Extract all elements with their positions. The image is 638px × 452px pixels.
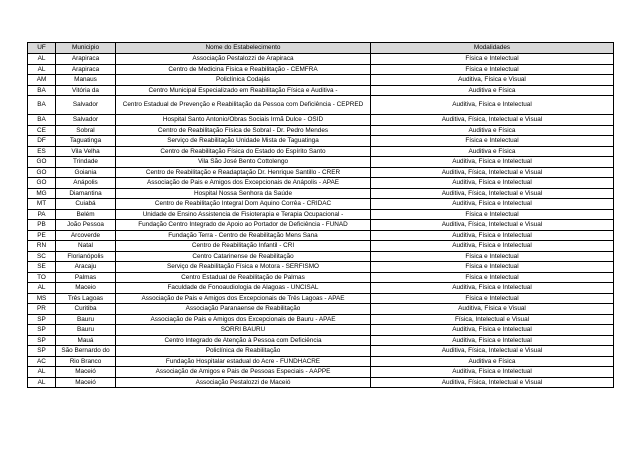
table-row [28, 346, 614, 357]
estabelecimento-cell: Serviço de Reabilitação Física e Motora - SERFISMO [116, 262, 371, 273]
estabelecimento-cell: Centro de Reabilitação Integral Dom Aquino Corrêa - CRIDAC [116, 199, 371, 210]
municipio-cell: Salvador [56, 96, 116, 115]
modalidades-cell: Física e Intelectual [371, 272, 614, 283]
modalidades-cell: Auditiva, Física, Intelectual e Visual [371, 115, 614, 126]
estabelecimento-cell: Fundação Centro Integrado de Apoio ao Portador de Deficiência - FUNAD [116, 220, 371, 231]
table-row [28, 377, 614, 388]
uf-cell: BA [28, 115, 56, 126]
municipio-cell: Três Lagoas [56, 293, 116, 304]
table-row [28, 146, 614, 157]
modalidades-cell: Auditiva e Física [371, 356, 614, 367]
estabelecimento-cell: Centro de Reabilitação e Readaptação Dr. Henrique Santillo - CRER [116, 167, 371, 178]
uf-cell: MS [28, 293, 56, 304]
uf-cell: GO [28, 167, 56, 178]
estabelecimento-cell: Associação de Amigos e Pais de Pessoas Especiais - AAPPE [116, 367, 371, 378]
estabelecimento-cell: Associação Pestalozzi de Arapiraca [116, 54, 371, 65]
modalidades-cell: Auditiva e Física [371, 85, 614, 96]
uf-cell: AL [28, 54, 56, 65]
municipio-cell: Maceió [56, 377, 116, 388]
uf-cell: BA [28, 85, 56, 96]
municipio-cell: Mauá [56, 335, 116, 346]
uf-cell: AL [28, 283, 56, 294]
municipio-cell: Natal [56, 241, 116, 252]
estabelecimento-cell: Centro Municipal Especializado em Reabilitação Física e Auditiva - [116, 85, 371, 96]
uf-cell: SE [28, 262, 56, 273]
table-row [28, 157, 614, 168]
table-row [28, 96, 614, 115]
municipio-cell: Florianópolis [56, 251, 116, 262]
municipio-cell: Arapiraca [56, 64, 116, 75]
table-row [28, 54, 614, 65]
uf-cell: PA [28, 209, 56, 220]
municipio-cell: Salvador [56, 115, 116, 126]
uf-cell: MT [28, 199, 56, 210]
header-row [28, 43, 614, 54]
modalidades-cell: Auditiva, Física e Intelectual [371, 230, 614, 241]
spreadsheet-table [27, 42, 613, 388]
table-row [28, 136, 614, 147]
modalidades-cell: Auditiva, Física e Intelectual [371, 325, 614, 336]
modalidades-cell: Auditiva, Física e Intelectual [371, 157, 614, 168]
modalidades-cell: Auditiva e Física [371, 146, 614, 157]
table-row [28, 209, 614, 220]
modalidades-cell: Auditiva, Física e Intelectual [371, 241, 614, 252]
uf-cell: SP [28, 314, 56, 325]
table-row [28, 85, 614, 96]
municipio-cell: Arcoverde [56, 230, 116, 241]
header-uf: UF [28, 43, 56, 54]
modalidades-cell: Auditiva e Física [371, 125, 614, 136]
table-row [28, 283, 614, 294]
estabelecimento-cell: Associação Pestalozzi de Maceió [116, 377, 371, 388]
table-row [28, 230, 614, 241]
uf-cell: MG [28, 188, 56, 199]
header-municipio: Municipio [56, 43, 116, 54]
table-row [28, 178, 614, 189]
modalidades-cell: Física e Intelectual [371, 262, 614, 273]
uf-cell: RN [28, 241, 56, 252]
estabelecimento-cell: Associação de Pais e Amigos dos Excepcionais de Bauru - APAE [116, 314, 371, 325]
municipio-cell: Bauru [56, 325, 116, 336]
uf-cell: SP [28, 346, 56, 357]
modalidades-cell: Física e Intelectual [371, 251, 614, 262]
uf-cell: SP [28, 325, 56, 336]
municipio-cell: João Pessoa [56, 220, 116, 231]
uf-cell: PB [28, 220, 56, 231]
municipio-cell: Vila Velha [56, 146, 116, 157]
modalidades-cell: Auditiva, Física, Intelectual e Visual [371, 377, 614, 388]
modalidades-cell: Física e Intelectual [371, 209, 614, 220]
modalidades-cell: Física e Intelectual [371, 64, 614, 75]
municipio-cell: Bauru [56, 314, 116, 325]
municipio-cell: Cuiabá [56, 199, 116, 210]
modalidades-cell: Auditiva, Física e Visual [371, 304, 614, 315]
estabelecimento-cell: Associação de Pais e Amigos dos Excepcionais de Três Lagoas - APAE [116, 293, 371, 304]
table-row [28, 251, 614, 262]
modalidades-cell: Auditiva, Física e Intelectual [371, 367, 614, 378]
modalidades-cell: Auditiva, Física e Intelectual [371, 283, 614, 294]
estabelecimento-cell: Centro de Reabilitação Física de Sobral - Dr. Pedro Mendes [116, 125, 371, 136]
modalidades-cell: Auditiva, Física, Intelectual e Visual [371, 220, 614, 231]
municipio-cell: Maceió [56, 367, 116, 378]
table-row [28, 188, 614, 199]
table-row [28, 241, 614, 252]
table-row [28, 115, 614, 126]
uf-cell: AM [28, 75, 56, 86]
estabelecimento-cell: Centro de Reabilitação Infantil - CRI [116, 241, 371, 252]
uf-cell: SP [28, 335, 56, 346]
modalidades-cell: Auditiva, Física, Intelectual e Visual [371, 188, 614, 199]
municipio-cell: Vitória da [56, 85, 116, 96]
municipio-cell: Goiania [56, 167, 116, 178]
estabelecimento-cell: Associação Paranaense de Reabilitação [116, 304, 371, 315]
modalidades-cell: Física e Intelectual [371, 136, 614, 147]
estabelecimento-cell: Fundação Terra - Centro de Reabilitação Mens Sana [116, 230, 371, 241]
estabelecimento-cell: Serviço de Reabilitação Unidade Mista de Taguatinga [116, 136, 371, 147]
table-row [28, 75, 614, 86]
table-row [28, 304, 614, 315]
municipio-cell: Sobral [56, 125, 116, 136]
estabelecimento-cell: Centro Catarinense de Reabilitação [116, 251, 371, 262]
estabelecimento-cell: Hospital Santo Antonio/Obras Sociais Irmã Dulce - OSID [116, 115, 371, 126]
uf-cell: PE [28, 230, 56, 241]
modalidades-cell: Auditiva, Física, Intelectual e Visual [371, 167, 614, 178]
table-row [28, 314, 614, 325]
municipio-cell: São Bernardo do [56, 346, 116, 357]
municipio-cell: Maceio [56, 283, 116, 294]
municipio-cell: Rio Branco [56, 356, 116, 367]
uf-cell: DF [28, 136, 56, 147]
header-modalidades: Modalidades [371, 43, 614, 54]
municipio-cell: Anápolis [56, 178, 116, 189]
uf-cell: AL [28, 377, 56, 388]
table-row [28, 167, 614, 178]
estabelecimento-cell: Centro de Reabilitação Física do Estado do Espírito Santo [116, 146, 371, 157]
estabelecimento-cell: Policlínica de Reabilitação [116, 346, 371, 357]
table-row [28, 262, 614, 273]
municipio-cell: Manaus [56, 75, 116, 86]
table-row [28, 335, 614, 346]
modalidades-cell: Auditiva, Física, Intelectual e Visual [371, 346, 614, 357]
estabelecimento-cell: Associação de Pais e Amigos dos Excepcionais de Anápolis - APAE [116, 178, 371, 189]
municipio-cell: Diamantina [56, 188, 116, 199]
uf-cell: GO [28, 178, 56, 189]
uf-cell: PR [28, 304, 56, 315]
modalidades-cell: Física e Intelectual [371, 293, 614, 304]
modalidades-cell: Física, Intelectual e Visual [371, 314, 614, 325]
municipio-cell: Curitiba [56, 304, 116, 315]
establishments-table [27, 42, 614, 388]
estabelecimento-cell: Centro de Medicina Física e Reabilitação - CEMFRA [116, 64, 371, 75]
modalidades-cell: Auditiva, Física e Intelectual [371, 96, 614, 115]
header-estabelecimento: Nome do Estabelecimento [116, 43, 371, 54]
municipio-cell: Trindade [56, 157, 116, 168]
uf-cell: AC [28, 356, 56, 367]
table-row [28, 293, 614, 304]
modalidades-cell: Auditiva, Física e Visual [371, 75, 614, 86]
uf-cell: TO [28, 272, 56, 283]
table-row [28, 272, 614, 283]
uf-cell: ES [28, 146, 56, 157]
table-row [28, 356, 614, 367]
estabelecimento-cell: Centro Integrado de Atenção à Pessoa com Deficiência [116, 335, 371, 346]
uf-cell: CE [28, 125, 56, 136]
municipio-cell: Belém [56, 209, 116, 220]
municipio-cell: Palmas [56, 272, 116, 283]
modalidades-cell: Auditiva, Física e Intelectual [371, 178, 614, 189]
uf-cell: GO [28, 157, 56, 168]
table-row [28, 325, 614, 336]
uf-cell: SC [28, 251, 56, 262]
estabelecimento-cell: Unidade de Ensino Assistencia de Fisioterapia e Terapia Ocupacional - [116, 209, 371, 220]
table-row [28, 220, 614, 231]
uf-cell: AL [28, 64, 56, 75]
table-row [28, 199, 614, 210]
modalidades-cell: Auditiva, Física e Intelectual [371, 199, 614, 210]
modalidades-cell: Auditiva, Física e Intelectual [371, 335, 614, 346]
estabelecimento-cell: SORRI BAURU [116, 325, 371, 336]
uf-cell: AL [28, 367, 56, 378]
table-row [28, 125, 614, 136]
municipio-cell: Arapiraca [56, 54, 116, 65]
uf-cell: BA [28, 96, 56, 115]
estabelecimento-cell: Fundação Hospitalar estadual do Acre - FUNDHACRE [116, 356, 371, 367]
estabelecimento-cell: Centro Estadual de Prevenção e Reabilitação da Pessoa com Deficiência - CEPRED [116, 96, 371, 115]
municipio-cell: Aracaju [56, 262, 116, 273]
table-row [28, 64, 614, 75]
estabelecimento-cell: Policlínica Codajás [116, 75, 371, 86]
estabelecimento-cell: Centro Estadual de Reabilitação de Palmas [116, 272, 371, 283]
municipio-cell: Taguatinga [56, 136, 116, 147]
estabelecimento-cell: Hospital Nossa Senhora da Saúde [116, 188, 371, 199]
modalidades-cell: Física e Intelectual [371, 54, 614, 65]
table-row [28, 367, 614, 378]
estabelecimento-cell: Vila São José Bento Cottolengo [116, 157, 371, 168]
estabelecimento-cell: Faculdade de Fonoaudiologia de Alagoas - UNCISAL [116, 283, 371, 294]
